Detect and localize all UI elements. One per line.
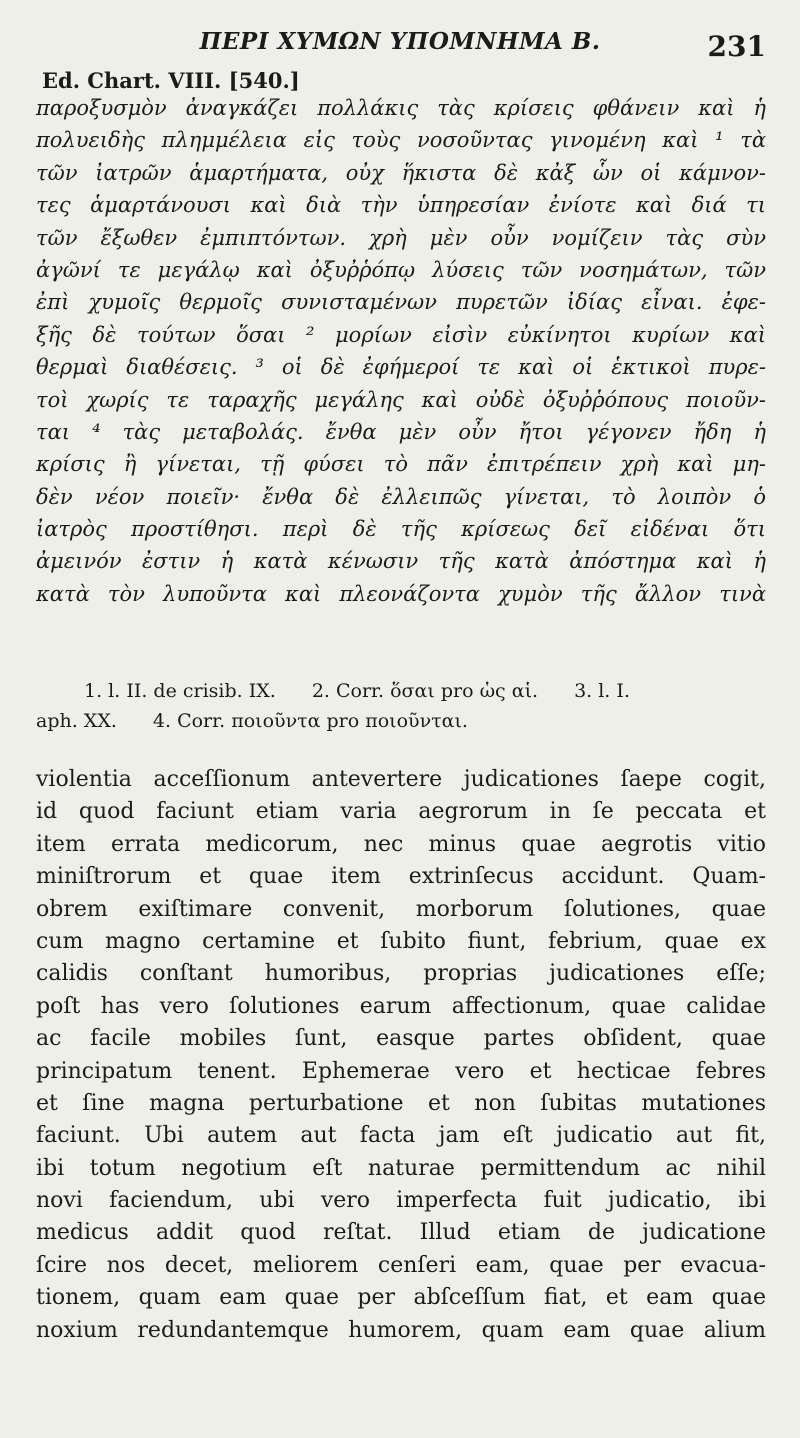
latin-line: principatum tenent. Ephemerae vero et hecticae febres — [36, 1058, 766, 1084]
footnote-line — [36, 706, 766, 736]
greek-line: ται ⁴ τὰς μεταβολάς. ἔνθα μὲν οὖν ἤτοι γέγονεν ἤδη ἡ — [36, 419, 766, 444]
greek-line: θερμαὶ διαθέσεις. ³ οἱ δὲ ἐφήμεροί τε καὶ οἱ ἑκτικοὶ πυρε- — [36, 355, 766, 380]
footnote-3: 3. l. I. — [574, 680, 630, 702]
greek-line: ξῆς δὲ τούτων ὅσαι ² μορίων εἰσὶν εὐκίνητοι κυρίων καὶ — [36, 322, 766, 347]
latin-line: cum magno certamine et ſubito fiunt, febrium, quae ex — [36, 928, 766, 954]
latin-line: obrem exiſtimare convenit, morborum ſolutiones, quae — [36, 896, 766, 922]
latin-line: ſcire nos decet, meliorem cenſeri eam, quae per evacua- — [36, 1252, 766, 1278]
greek-line: κατὰ τὸν λυποῦντα καὶ πλεονάζοντα χυμὸν τῆς ἄλλον τινὰ — [36, 581, 766, 606]
latin-line: tionem, quam eam quae per abſceſſum fiat, et eam quae — [36, 1285, 766, 1311]
latin-line: novi faciendum, ubi vero imperfecta fuit judicatio, ibi — [36, 1188, 766, 1214]
latin-line: ibi totum negotium eſt naturae permittendum ac nihil — [36, 1155, 766, 1181]
footnote-1: 1. l. II. de crisib. IX. — [84, 680, 276, 702]
latin-line: miniſtrorum et quae item extrinſecus accidunt. Quam- — [36, 864, 766, 890]
latin-line: faciunt. Ubi autem aut facta jam eſt judicatio aut fit, — [36, 1123, 766, 1149]
latin-line: item errata medicorum, nec minus quae aegrotis vitio — [36, 831, 766, 857]
footnote-4: 4. Corr. ποιοῦντα pro ποιοῦνται. — [152, 710, 468, 732]
greek-line: τῶν ἔξωθεν ἐμπιπτόντων. χρὴ μὲν οὖν νομίζειν τὰς σὺν — [36, 225, 766, 250]
greek-line: ἐπὶ χυμοῖς θερμοῖς συνισταμένων πυρετῶν ἰδίας εἶναι. ἐφε- — [36, 290, 766, 315]
running-head: ΠΕΡΙ ΧΥΜΩΝ ΥΠΟΜΝΗΜΑ Β. — [199, 28, 601, 55]
edition-reference: Ed. Chart. VIII. [540.] — [42, 68, 300, 93]
page-number: 231 — [707, 30, 766, 63]
latin-line: id quod faciunt etiam varia aegrorum in ſe peccata et — [36, 799, 766, 825]
greek-text — [36, 92, 766, 610]
greek-line: ἰατρὸς προστίθησι. περὶ δὲ τῆς κρίσεως δεῖ εἰδέναι ὅτι — [36, 517, 766, 542]
latin-line: calidis conſtant humoribus, proprias judicationes eſſe; — [36, 961, 766, 987]
greek-line: ἀγῶνί τε μεγάλῳ καὶ ὀξυῤῥόπῳ λύσεις τῶν νοσημάτων, τῶν — [36, 257, 766, 282]
latin-line: noxium redundantemque humorem, quam eam quae alium — [36, 1317, 766, 1343]
greek-line: τοὶ χωρίς τε ταραχῆς μεγάλης καὶ οὐδὲ ὀξυῤῥόπους ποιοῦν- — [36, 387, 766, 412]
greek-line: παροξυσμὸν ἀναγκάζει πολλάκις τὰς κρίσεις φθάνειν καὶ ἡ — [36, 96, 766, 120]
latin-line: poſt has vero ſolutiones earum affectionum, quae calidae — [36, 993, 766, 1019]
greek-line: κρίσις ἢ γίνεται, τῇ φύσει τὸ πᾶν ἐπιτρέπειν χρὴ καὶ μη- — [36, 452, 766, 477]
footnotes — [36, 676, 766, 736]
latin-line: medicus addit quod reſtat. Illud etiam de judicatione — [36, 1220, 766, 1246]
greek-line: τῶν ἰατρῶν ἁμαρτήματα, οὐχ ἥκιστα δὲ κἀξ ὧν οἱ κάμνον- — [36, 160, 766, 185]
footnote-2: 2. Corr. ὅσαι pro ὡς αἱ. — [311, 680, 539, 702]
latin-text — [36, 764, 766, 1347]
greek-line: δὲν νέον ποιεῖν· ἔνθα δὲ ἐλλειπῶς γίνεται, τὸ λοιπὸν ὁ — [36, 484, 766, 509]
footnote-line — [36, 676, 766, 706]
greek-line: τες ἁμαρτάνουσι καὶ διὰ τὴν ὑπηρεσίαν ἐνίοτε καὶ διά τι — [36, 193, 766, 218]
greek-line: ἀμεινόν ἐστιν ἡ κατὰ κένωσιν τῆς κατὰ ἀπόστημα καὶ ἡ — [36, 549, 766, 574]
latin-line: et ſine magna perturbatione et non ſubitas mutationes — [36, 1090, 766, 1116]
greek-line: πολυειδὴς πλημμέλεια εἰς τοὺς νοσοῦντας γινομένη καὶ ¹ τὰ — [36, 128, 766, 153]
latin-line: violentia acceſſionum antevertere judicationes ſaepe cogit, — [36, 767, 766, 792]
footnote-3-continued: aph. XX. — [36, 710, 117, 732]
latin-line: ac facile mobiles ſunt, easque partes obſident, quae — [36, 1026, 766, 1052]
